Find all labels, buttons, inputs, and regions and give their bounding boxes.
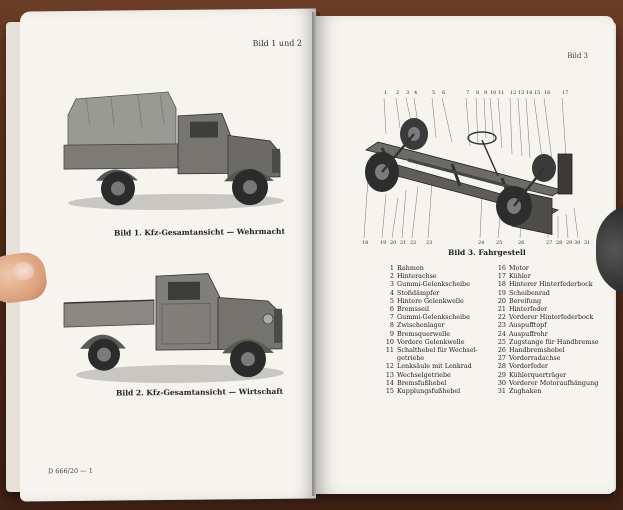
legend-number: 11 [385, 346, 394, 355]
legend-label: Zugstange für Handbremse [509, 337, 599, 346]
legend-label: Hinterfeder [509, 305, 548, 314]
legend-item [382, 387, 492, 395]
callout-number: 18 [362, 240, 369, 246]
legend-label: Auspuffrohr [509, 329, 548, 338]
callout-number: 13 [518, 90, 525, 96]
callout-number: 26 [518, 240, 525, 246]
legend-item [382, 354, 492, 362]
legend-item [494, 354, 604, 362]
legend-column-1 [382, 264, 492, 395]
legend-number: 5 [389, 296, 394, 305]
callout-number: 17 [562, 90, 569, 96]
legend-number: 22 [497, 313, 506, 322]
legend-label: Hintere Gelenkwelle [397, 296, 464, 305]
legend-number: 20 [497, 296, 506, 305]
legend-label: Gummi-Gelenkscheibe [397, 313, 470, 322]
legend-label: getriebe [397, 354, 425, 363]
legend-item [382, 338, 492, 346]
legend-item [382, 379, 492, 387]
legend-label: Rahmen [397, 264, 424, 272]
callout-number: 23 [426, 240, 433, 246]
callout-number: 12 [510, 90, 517, 96]
callout-number: 4 [414, 90, 418, 96]
callout-number: 1 [384, 90, 388, 96]
callout-number: 11 [498, 90, 505, 96]
legend-number: 7 [389, 313, 394, 322]
legend-number: 17 [497, 272, 506, 281]
callout-number: 28 [556, 240, 563, 246]
legend-number: 12 [385, 362, 394, 371]
figure-1-caption: Bild 1. Kfz-Gesamtansicht — Wehrmacht [114, 226, 285, 238]
legend-number: 9 [389, 329, 394, 338]
legend-label: Handbremshebel [509, 346, 565, 355]
callout-number: 20 [390, 240, 397, 246]
legend-number: 29 [497, 370, 506, 379]
callout-number: 27 [546, 240, 553, 246]
legend-label: Motor [509, 264, 529, 272]
legend-label: Zwischenlager [397, 321, 445, 330]
callout-number: 3 [406, 90, 410, 96]
legend-label: Vorderfeder [509, 362, 548, 371]
legend-item [494, 305, 604, 313]
left-page-header: Bild 1 und 2 [252, 38, 302, 49]
legend-label: Gummi-Gelenkscheibe [397, 280, 470, 289]
legend-item [494, 264, 604, 272]
legend-number: 24 [497, 329, 506, 338]
legend-number: 2 [389, 272, 394, 281]
legend-item [494, 289, 604, 297]
legend-item [382, 362, 492, 370]
legend-label: Stoßdämpfer [397, 288, 440, 297]
legend-label: Zughaken [509, 387, 542, 396]
legend-label: Bereifung [509, 296, 542, 305]
callout-number: 5 [432, 90, 436, 96]
callout-number: 9 [484, 90, 488, 96]
legend-item [494, 280, 604, 288]
legend-item [382, 371, 492, 379]
truck-wehrmacht-image [56, 83, 296, 218]
callout-number: 21 [400, 240, 407, 246]
legend-label: Vorderradachse [509, 354, 561, 363]
legend-item [382, 272, 492, 280]
legend-label: Lenksäule mit Lenkrad [397, 362, 472, 371]
legend-number: 10 [385, 337, 394, 346]
chassis-top-numbers [316, 90, 614, 98]
legend-label: Vorderer Motoraufhängung [509, 378, 599, 387]
callout-number: 24 [478, 240, 485, 246]
page-footer-code: D 666/20 — 1 [48, 466, 93, 476]
legend-item [382, 330, 492, 338]
legend-item [494, 297, 604, 305]
legend-label: Kupplungsfußhebel [397, 387, 461, 396]
legend-item [382, 313, 492, 321]
legend-item [382, 297, 492, 305]
legend-number: 15 [385, 387, 394, 396]
legend-column-2 [494, 264, 604, 395]
legend-label: Wechselgetriebe [397, 370, 451, 379]
legend-number: 23 [497, 321, 506, 330]
chassis-bottom-numbers [316, 240, 614, 248]
legend-number: 25 [497, 337, 506, 346]
left-page [20, 8, 316, 501]
legend-item [382, 264, 492, 272]
legend-label: Bremsfußhebel [397, 378, 447, 387]
legend-item [494, 272, 604, 280]
figure-3-caption: Bild 3. Fahrgestell [448, 248, 526, 257]
legend-label: Kühler [509, 272, 531, 281]
legend-number: 27 [497, 354, 506, 363]
callout-number: 15 [534, 90, 541, 96]
callout-number: 10 [490, 90, 497, 96]
callout-number: 16 [544, 90, 551, 96]
callout-number: 29 [566, 240, 573, 246]
callout-number: 30 [574, 240, 581, 246]
legend-item [494, 338, 604, 346]
right-page [316, 16, 614, 494]
legend-item [494, 330, 604, 338]
legend-number: 3 [389, 280, 394, 289]
legend-label: Vorderer Hinterfederbock [509, 313, 594, 322]
legend-number: 26 [497, 346, 506, 355]
callout-number: 7 [466, 90, 470, 96]
legend-label: Hinterer Hinterfederbock [509, 280, 593, 289]
legend-number: 31 [497, 387, 506, 396]
right-page-header: Bild 3 [567, 52, 588, 60]
legend-number: 1 [389, 264, 394, 272]
callout-number: 8 [476, 90, 480, 96]
legend-item [494, 313, 604, 321]
legend-item [382, 305, 492, 313]
legend-item [494, 387, 604, 395]
legend-label: Scheibenrad [509, 288, 550, 297]
legend-item [494, 362, 604, 370]
legend-number [382, 354, 394, 362]
chassis-diagram [352, 98, 592, 238]
legend-label: Bremsquerwelle [397, 329, 451, 338]
legend-number: 8 [389, 321, 394, 330]
legend-item [494, 379, 604, 387]
legend-number: 16 [497, 264, 506, 272]
legend-label: Bremsseil [397, 305, 430, 314]
callout-number: 6 [442, 90, 446, 96]
legend-number: 18 [497, 280, 506, 289]
legend-number: 28 [497, 362, 506, 371]
legend-label: Kühlerquerträger [509, 370, 567, 379]
legend-number: 30 [497, 378, 506, 387]
callout-number: 25 [496, 240, 503, 246]
legend-number: 6 [389, 305, 394, 314]
legend-item [382, 346, 492, 354]
callout-number: 2 [396, 90, 400, 96]
legend-label: Hinterachse [397, 272, 437, 281]
callout-number: 19 [380, 240, 387, 246]
legend-label: Vordere Gelenkwelle [397, 337, 465, 346]
legend-item [494, 371, 604, 379]
legend-number: 13 [385, 370, 394, 379]
legend-label: Schalthebel für Wechsel- [397, 346, 478, 355]
legend-number: 14 [385, 378, 394, 387]
legend-item [494, 346, 604, 354]
legend-number: 4 [389, 288, 394, 297]
callout-number: 22 [410, 240, 417, 246]
legend-item [382, 321, 492, 329]
legend-number: 21 [497, 305, 506, 314]
callout-number: 31 [584, 240, 591, 246]
truck-wirtschaft-image [62, 261, 298, 391]
figure-2-caption: Bild 2. Kfz-Gesamtansicht — Wirtschaft [116, 386, 284, 398]
legend-item [494, 321, 604, 329]
legend-label: Auspufftopf [509, 321, 547, 330]
legend-number: 19 [497, 288, 506, 297]
legend-item [382, 289, 492, 297]
callout-number: 14 [526, 90, 533, 96]
legend-item [382, 280, 492, 288]
